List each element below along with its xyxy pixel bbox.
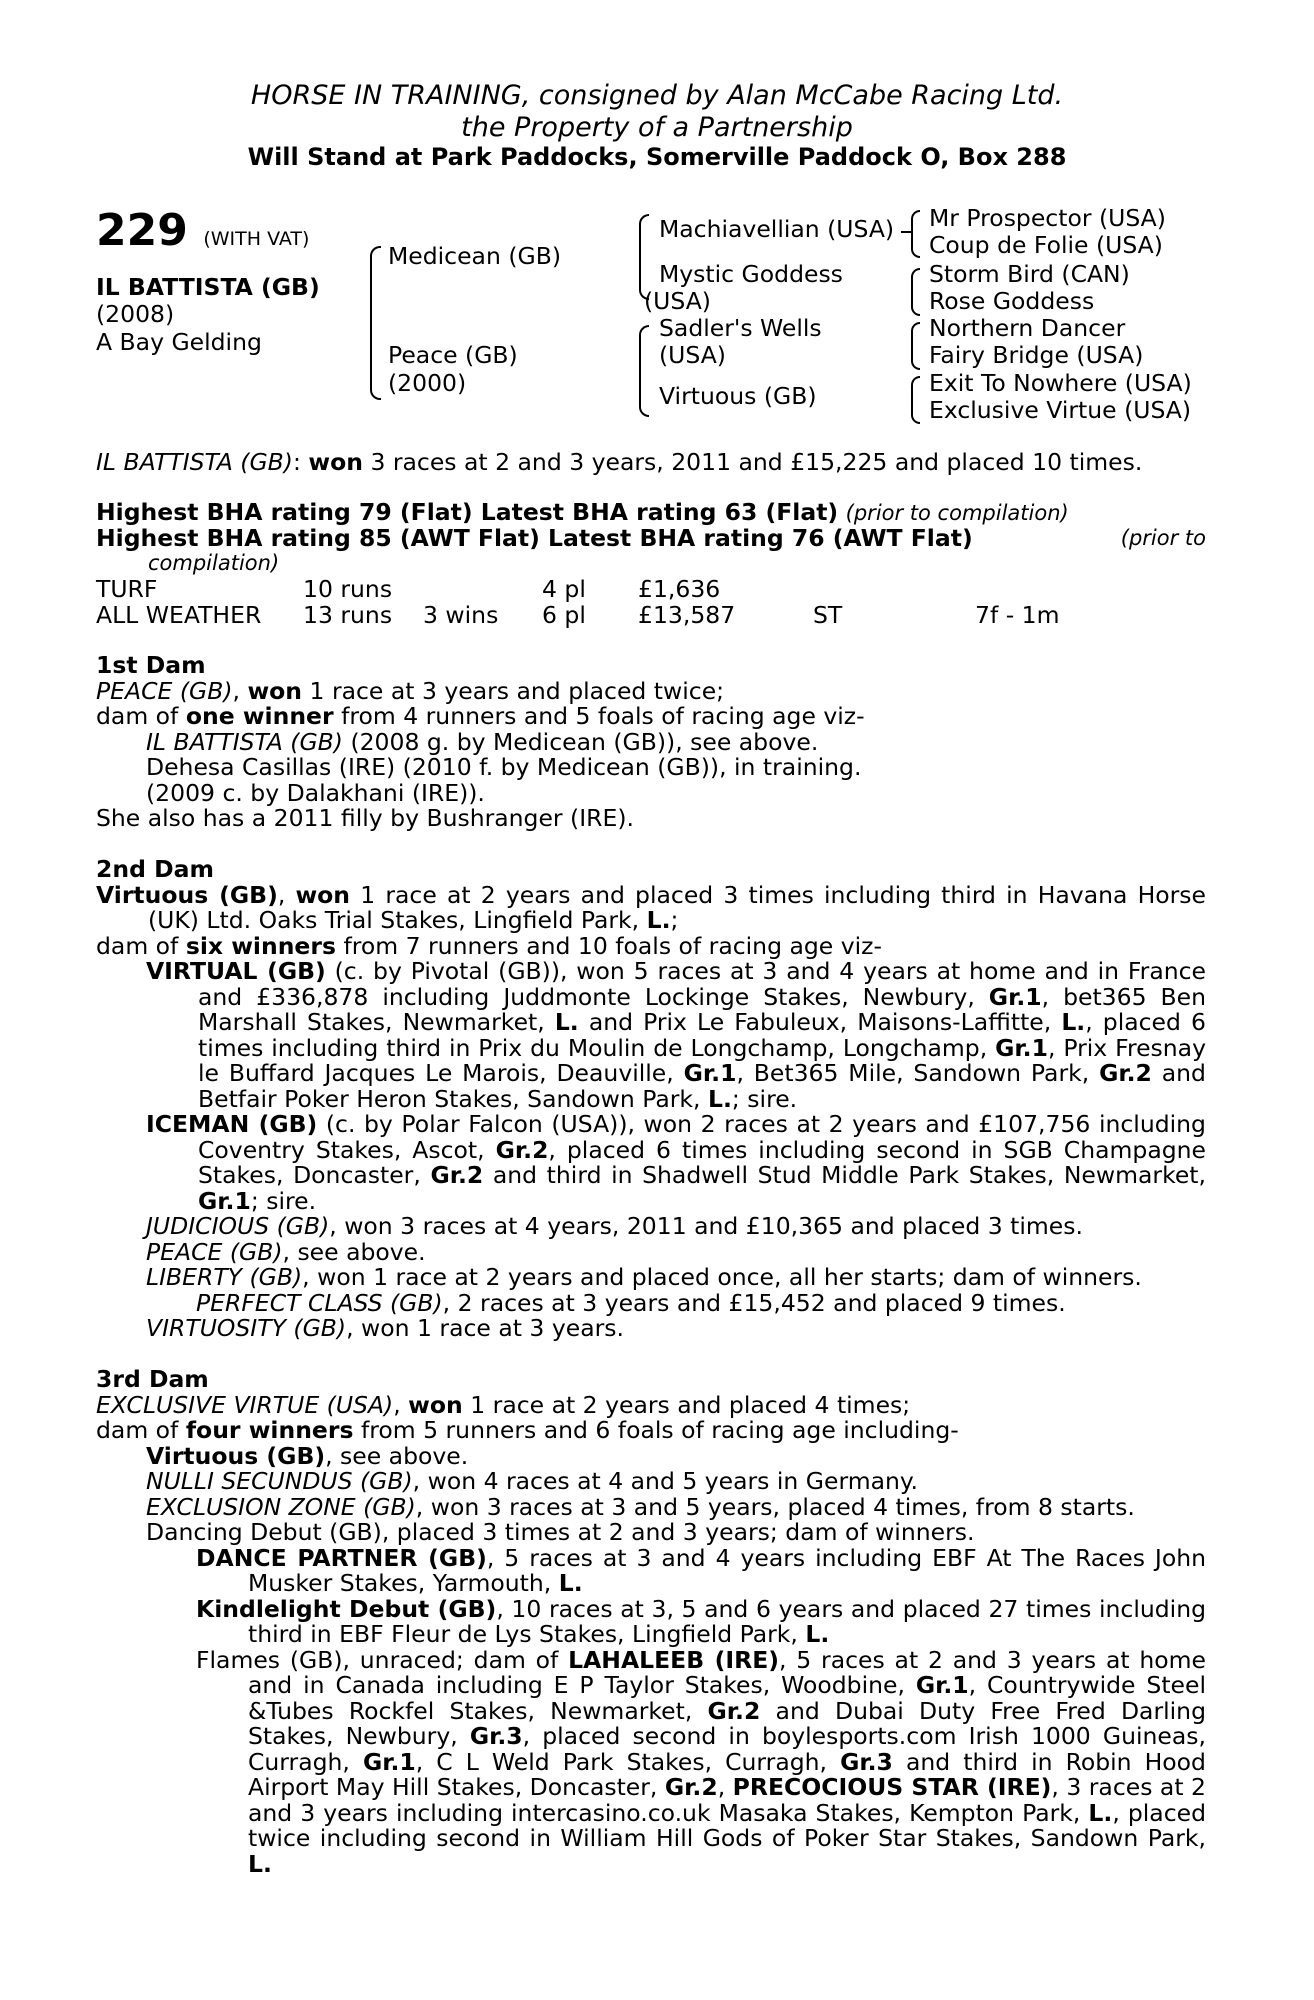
grade: L.	[708, 1084, 732, 1113]
produce-name: LAHALEEB (IRE)	[568, 1645, 780, 1674]
produce-il-battista	[96, 727, 1206, 756]
text: , placed 6 times including second in SGB Champagne Stakes, Doncaster,	[198, 1135, 1206, 1189]
text: , C L Weld Park Stakes, Curragh,	[415, 1747, 828, 1776]
text: , 5 races at 2 and 3 years at home and in Canada including E P Taylor Stakes, Woodbine,	[248, 1645, 1206, 1699]
text: dam of	[96, 1416, 179, 1444]
text: , 3 races at 2 and 3 years including intercasino.co.uk Masaka Stakes, Kempton Park,	[248, 1773, 1206, 1827]
text: and third in Robin Hood Airport May Hill Stakes, Doncaster,	[248, 1747, 1206, 1801]
pedigree-sds: Storm Bird (CAN)	[929, 260, 1130, 288]
rating-awt-note-a: (prior to	[1120, 526, 1206, 550]
text: , won 1 race at 2 years and placed once, all her starts; dam of winners.	[302, 1263, 1142, 1291]
text: dam of	[96, 702, 179, 730]
grade: Gr.2	[430, 1161, 484, 1189]
header-property: the Property of a Partnership	[461, 112, 853, 143]
text: , see above.	[282, 1237, 426, 1266]
rating-flat	[96, 498, 1069, 527]
produce-name: Virtuous (GB)	[146, 1441, 326, 1470]
rating-flat-note: (prior to compilation)	[845, 501, 1069, 525]
first-dam-produce-line	[96, 704, 1206, 730]
race-summary	[96, 448, 1142, 476]
horse-name: IL BATTISTA (GB)	[96, 273, 320, 301]
produce-name: DANCE PARTNER (GB)	[196, 1543, 487, 1572]
second-dam-section	[96, 857, 1206, 1342]
produce-dancing-debut: Dancing Debut (GB), placed 3 times at 2 and 3 years; dam of winners.	[146, 1518, 975, 1546]
rating-awt-text: Highest BHA rating 85 (AWT Flat) Latest BHA rating 76 (AWT Flat)	[96, 524, 973, 552]
grade: Gr.1	[915, 1671, 969, 1699]
second-dam-line: Virtuous (GB), won 1 race at 2 years and placed 3 times including third in Havana Horse (UK) Ltd. Oaks Trial Stakes, Lingfield Park, L.;	[96, 880, 1206, 934]
record-turf-runs: 10 runs	[303, 575, 393, 603]
produce-name: VIRTUOSITY (GB)	[146, 1314, 347, 1342]
dam-record: 1 race at 3 years and placed twice;	[309, 676, 725, 705]
produce-name: EXCLUSION ZONE (GB)	[146, 1492, 416, 1521]
text: 1 race at 2 years and placed 3 times including third in Havana Horse (UK) Ltd. Oaks Trial Stakes, Lingfield Park,	[148, 880, 1206, 934]
produce-name: IL BATTISTA (GB)	[146, 727, 343, 756]
text: , won 4 races at 4 and 5 years in Germany.	[412, 1467, 918, 1495]
text: and Prix Le Fabuleux, Maisons-Laffitte,	[588, 1008, 1052, 1036]
produce-name: LIBERTY (GB)	[146, 1263, 303, 1291]
produce-2011: She also has a 2011 filly by Bushranger (IRE).	[96, 804, 634, 832]
rating-flat-text: Highest BHA rating 79 (Flat) Latest BHA rating 63 (Flat)	[96, 498, 839, 526]
grade: L.	[558, 1569, 583, 1597]
pedigree-brace-sd	[911, 268, 920, 316]
produce-dehesa: Dehesa Casillas (IRE) (2010 f. by Medicean (GB)), in training.	[146, 753, 862, 781]
pedigree-dam-dam: Virtuous (GB)	[659, 382, 817, 410]
text: Flames (GB), unraced; dam of	[196, 1645, 559, 1674]
produce-iceman	[96, 1112, 1206, 1214]
record-aw-placed: 6 pl	[542, 601, 586, 629]
grade: L.	[1061, 1008, 1086, 1036]
pedigree-brace-ss	[911, 210, 920, 258]
dam-name: EXCLUSIVE VIRTUE (USA)	[96, 1390, 394, 1419]
pedigree-brace-ds	[911, 322, 920, 370]
produce-flames: Flames (GB), unraced; dam of LAHALEEB (IRE), 5 races at 2 and 3 years at home and in Canada including E P Taylor Stakes, Woodbine, Gr.1, Countrywide Steel &Tubes Rockfel Stakes, Newmarket, Gr.2 and Dubai Duty Free Fred Darling Stakes, Newbury, Gr.3, placed second in boylesports.com Irish 1000 Guineas, Curragh, Gr.1, C L Weld Park Stakes, Curragh, Gr.3 and third in Robin Hood Airport May Hill Stakes, Doncaster, Gr.2, PRECOCIOUS STAR (IRE), 3 races at 2 and 3 years including intercasino.co.uk Masaka Stakes, Kempton Park, L., placed twice including second in William Hill Gods of Poker Star Stakes, Sandown Park, L.	[196, 1645, 1206, 1878]
record-aw-label: ALL WEATHER	[96, 601, 262, 629]
text: and Dubai Duty Free Fred Darling Stakes, Newbury,	[248, 1696, 1206, 1750]
rating-awt-note-b: compilation)	[148, 551, 280, 575]
text: from 4 runners and 5 foals of racing age viz-	[341, 702, 865, 730]
produce-name: ICEMAN (GB)	[146, 1110, 318, 1138]
record-turf-placed: 4 pl	[542, 575, 586, 603]
vat-label: (WITH VAT)	[203, 228, 310, 250]
record-turf-prize: £1,636	[638, 575, 721, 603]
text: , placed twice including second in William Hill Gods of Poker Star Stakes, Sandown Park,	[248, 1798, 1206, 1852]
pedigree-sire-dam-2: (USA)	[644, 287, 711, 315]
record-aw-distance: 7f - 1m	[975, 601, 1060, 629]
produce-perfect-class	[96, 1288, 1206, 1317]
produce-name: PEACE (GB)	[146, 1237, 283, 1266]
pedigree-sire-sire: Machiavellian (USA)	[659, 215, 895, 243]
grade: Gr.1	[198, 1186, 251, 1215]
text: , Bet365 Mile, Sandown Park,	[736, 1059, 1090, 1087]
text: (2008 g. by Medicean (GB)), see above.	[350, 727, 819, 756]
dam-name: PEACE (GB)	[96, 676, 233, 705]
record-aw-runs: 13 runs	[303, 601, 393, 629]
grade: Gr.3	[840, 1747, 893, 1776]
produce-virtual	[96, 959, 1206, 1112]
third-dam-produce-line	[96, 1418, 1206, 1444]
winners-count: four winners	[185, 1416, 354, 1444]
text: , Prix Fresnay le Buffard Jacques Le Marois, Deauville,	[198, 1033, 1206, 1087]
grade: L.	[248, 1849, 272, 1878]
produce-virtuous	[96, 1441, 1206, 1470]
won-label: won	[295, 880, 351, 909]
text: , Countrywide Steel &Tubes Rockfel Stakes, Newmarket,	[248, 1671, 1206, 1725]
produce-kindlelight-debut	[96, 1594, 1207, 1648]
third-dam-line: EXCLUSIVE VIRTUE (USA), won 1 race at 2 years and placed 4 times;	[96, 1390, 911, 1419]
produce-name: Kindlelight Debut (GB)	[196, 1594, 497, 1623]
grade: Gr.3	[469, 1722, 523, 1750]
produce-virtuosity	[96, 1316, 1206, 1342]
pedigree-dam-sire-2: (USA)	[659, 341, 726, 369]
produce-name: NULLI SECUNDUS (GB)	[146, 1467, 413, 1495]
grade: Gr.1	[362, 1747, 416, 1776]
grade: L.	[1088, 1798, 1113, 1827]
brace-point	[901, 231, 911, 233]
text: (c. by Polar Falcon (USA)), won 2 races at 2 years and £107,756 including Coventry Stakes, Ascot,	[198, 1110, 1206, 1164]
grade: Gr.2	[1099, 1059, 1152, 1087]
header-stand: Will Stand at Park Paddocks, Somerville Paddock O, Box 288	[247, 143, 1067, 171]
text: 1 race at 2 years and placed 4 times;	[470, 1390, 911, 1419]
horse-description: A Bay Gelding	[96, 328, 262, 356]
pedigree-sdd: Rose Goddess	[929, 287, 1095, 315]
text: (c. by Pivotal (GB)), won 5 races at 3 and 4 years at home and in France and £336,878 including Juddmonte Lockinge Stakes, Newbury,	[198, 957, 1206, 1011]
pedigree-brace-main	[370, 246, 381, 400]
third-dam-section	[96, 1367, 1206, 1877]
text: dam of	[96, 931, 179, 960]
text: , placed 6 times including third in Prix du Moulin de Longchamp, Longchamp,	[198, 1008, 1206, 1062]
pedigree-ssd: Coup de Folie (USA)	[929, 231, 1163, 259]
first-dam-section	[96, 653, 1206, 832]
produce-2009: (2009 c. by Dalakhani (IRE)).	[146, 778, 485, 807]
lot-number-line	[96, 206, 309, 256]
text: and Betfair Poker Heron Stakes, Sandown Park,	[198, 1059, 1206, 1113]
third-dam-heading: 3rd Dam	[96, 1365, 209, 1393]
text: , placed second in boylesports.com Irish 1000 Guineas, Curragh,	[248, 1722, 1206, 1776]
rating-awt	[96, 524, 1206, 552]
record-aw-wins: 3 wins	[423, 601, 499, 629]
text: from 7 runners and 10 foals of racing age viz-	[343, 931, 882, 960]
pedigree-sire: Medicean (GB)	[388, 242, 561, 270]
pedigree-sss: Mr Prospector (USA)	[929, 204, 1166, 232]
first-dam-heading: 1st Dam	[96, 651, 206, 679]
produce-name: PERFECT CLASS (GB)	[196, 1288, 443, 1317]
header-consignor: HORSE IN TRAINING, consigned by Alan McCabe Racing Ltd.	[250, 80, 1064, 111]
grade: L.	[646, 906, 671, 934]
text: from 5 runners and 6 foals of racing age including-	[360, 1416, 959, 1444]
produce-nulli-secundus	[96, 1469, 1206, 1495]
lot-number: 229	[96, 205, 188, 256]
winners-count: one winner	[185, 702, 334, 730]
produce-dance-partner	[96, 1543, 1206, 1597]
produce-name: VIRTUAL (GB)	[146, 957, 326, 985]
text: , 10 races at 3, 5 and 6 years and placed 27 times including third in EBF Fleur de Lys Stakes, Lingfield Park,	[248, 1594, 1207, 1648]
pedigree-dam-year: (2000)	[388, 369, 467, 397]
text: ;	[670, 906, 679, 934]
summary-text: 3 races at 2 and 3 years, 2011 and £15,225 and placed 10 times.	[370, 448, 1143, 476]
text: , won 3 races at 4 years, 2011 and £10,365 and placed 3 times.	[329, 1212, 1083, 1240]
grade: L.	[805, 1620, 830, 1648]
produce-name: JUDICIOUS (GB)	[146, 1212, 330, 1240]
grade: Gr.2	[707, 1696, 761, 1725]
grade: Gr.1	[683, 1059, 737, 1087]
grade: L.	[554, 1008, 579, 1036]
text: , 5 races at 3 and 4 years including EBF At The Races John Musker Stakes, Yarmouth,	[248, 1543, 1206, 1597]
text: , bet365 Ben Marshall Stakes, Newmarket,	[198, 982, 1206, 1036]
horse-year: (2008)	[96, 300, 175, 328]
record-turf-label: TURF	[96, 575, 158, 603]
text: ; sire.	[250, 1186, 317, 1215]
won-label: won	[408, 1390, 463, 1419]
summary-colon: :	[292, 448, 301, 476]
pedigree-sire-dam-1: Mystic Goddess	[659, 260, 843, 288]
summary-won: won	[308, 448, 363, 476]
produce-peace	[96, 1237, 1206, 1266]
text: and third in Shadwell Stud Middle Park Stakes, Newmarket,	[492, 1161, 1206, 1189]
text: , won 3 races at 3 and 5 years, placed 4 times, from 8 starts.	[415, 1492, 1135, 1521]
pedigree-dam: Peace (GB)	[388, 341, 518, 369]
pedigree-ddd: Exclusive Virtue (USA)	[929, 396, 1192, 424]
winners-count: six winners	[185, 931, 336, 960]
grade: Gr.1	[995, 1033, 1048, 1062]
text: ; sire.	[731, 1084, 798, 1113]
record-aw-prize: £13,587	[638, 601, 736, 629]
text: , won 1 race at 3 years.	[346, 1314, 624, 1342]
produce-name: PRECOCIOUS STAR (IRE)	[732, 1773, 1052, 1801]
pedigree-brace-dam	[639, 325, 649, 417]
second-dam-produce-line	[96, 931, 1206, 960]
pedigree-dsd: Fairy Bridge (USA)	[929, 341, 1144, 369]
pedigree-dds: Exit To Nowhere (USA)	[929, 369, 1192, 397]
won-label: won	[247, 676, 303, 705]
pedigree-brace-dd	[911, 376, 920, 424]
dam-name: Virtuous (GB)	[96, 880, 278, 909]
second-dam-heading: 2nd Dam	[96, 855, 214, 883]
produce-exclusion-zone	[96, 1492, 1206, 1521]
grade: Gr.1	[988, 982, 1042, 1011]
grade: Gr.2	[495, 1135, 549, 1164]
pedigree-dam-sire-1: Sadler's Wells	[659, 314, 822, 342]
produce-judicious	[96, 1214, 1206, 1240]
first-dam-line: PEACE (GB), won 1 race at 3 years and placed twice;	[96, 676, 725, 705]
record-aw-going: ST	[813, 601, 843, 629]
summary-horse: IL BATTISTA (GB)	[96, 448, 293, 476]
text: , 2 races at 3 years and £15,452 and placed 9 times.	[442, 1288, 1066, 1317]
grade: Gr.2	[664, 1773, 718, 1801]
pedigree-dss: Northern Dancer	[929, 314, 1126, 342]
produce-liberty	[96, 1265, 1206, 1291]
text: , see above.	[325, 1441, 469, 1470]
